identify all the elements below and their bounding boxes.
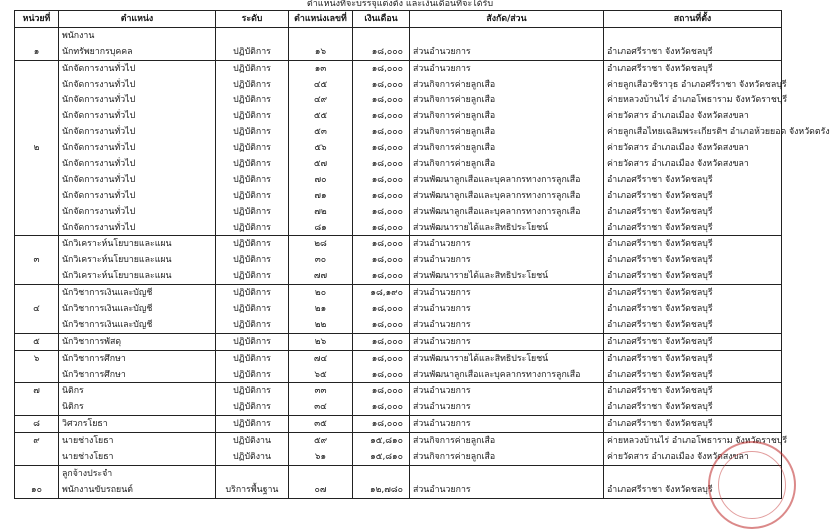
table-row [15, 285, 782, 301]
row-department: ส่วนอำนวยการ [410, 301, 604, 317]
row-unit [15, 465, 59, 481]
row-salary: ๑๘,๐๐๐ [353, 268, 410, 284]
row-position: นายช่างโยธา [59, 449, 216, 465]
table-row [15, 188, 782, 204]
row-location: อำเภอศรีราชา จังหวัดชลบุรี [604, 44, 782, 60]
row-position-no: ๒๒ [289, 317, 353, 333]
row-position-no: ๐๗ [289, 482, 353, 498]
row-unit: ๒ [15, 140, 59, 156]
positions-table [14, 10, 830, 499]
row-location: อำเภอศรีราชา จังหวัดชลบุรี [604, 350, 782, 366]
table-row [15, 465, 782, 481]
row-salary: ๑๘,๐๐๐ [353, 350, 410, 366]
row-position-no: ๓๐ [289, 252, 353, 268]
row-salary [353, 465, 410, 481]
row-location: อำเภอศรีราชา จังหวัดชลบุรี [604, 268, 782, 284]
row-level: ปฏิบัติการ [216, 285, 289, 301]
row-position: วิศวกรโยธา [59, 416, 216, 433]
row-department: ส่วนอำนวยการ [410, 44, 604, 60]
row-unit: ๑๐ [15, 482, 59, 498]
row-location: ค่ายวัดสาร อำเภอเมือง จังหวัดสงขลา [604, 108, 782, 124]
header-position: ตำแหน่ง [59, 11, 216, 28]
row-department: ส่วนอำนวยการ [410, 236, 604, 252]
row-salary: ๑๘,๐๐๐ [353, 252, 410, 268]
table-row [15, 60, 782, 76]
row-position-no: ๗๗ [289, 268, 353, 284]
row-position: นักจัดการงานทั่วไป [59, 220, 216, 236]
row-unit [15, 285, 59, 301]
official-seal [708, 441, 796, 529]
row-position-no: ๕๖ [289, 140, 353, 156]
table-row [15, 482, 782, 498]
row-position: นักวิชาการเงินและบัญชี [59, 301, 216, 317]
row-location: อำเภอศรีราชา จังหวัดชลบุรี [604, 60, 782, 76]
row-level [216, 27, 289, 43]
row-position: นายช่างโยธา [59, 433, 216, 449]
row-salary: ๑๘,๐๐๐ [353, 301, 410, 317]
row-position: นิติกร [59, 383, 216, 399]
row-department: ส่วนกิจการค่ายลูกเสือ [410, 77, 604, 93]
row-position: นักจัดการงานทั่วไป [59, 204, 216, 220]
row-location: อำเภอศรีราชา จังหวัดชลบุรี [604, 188, 782, 204]
header-level: ระดับ [216, 11, 289, 28]
row-salary: ๑๘,๐๐๐ [353, 367, 410, 383]
table-row [15, 383, 782, 399]
row-unit [15, 108, 59, 124]
row-position-no: ๘๑ [289, 220, 353, 236]
table-row [15, 449, 782, 465]
row-unit [15, 449, 59, 465]
row-salary: ๑๘,๐๐๐ [353, 188, 410, 204]
row-salary: ๑๕,๘๑๐ [353, 433, 410, 449]
row-position: นักวิชาการเงินและบัญชี [59, 285, 216, 301]
row-position-no: ๗๑ [289, 188, 353, 204]
table-row [15, 317, 782, 333]
row-department: ส่วนกิจการค่ายลูกเสือ [410, 433, 604, 449]
row-salary: ๑๘,๐๐๐ [353, 108, 410, 124]
row-unit [15, 399, 59, 415]
row-department: ส่วนอำนวยการ [410, 383, 604, 399]
row-level: ปฏิบัติการ [216, 268, 289, 284]
row-salary: ๑๘,๐๐๐ [353, 383, 410, 399]
row-department: ส่วนพัฒนาลูกเสือและบุคลากรทางการลูกเสือ [410, 367, 604, 383]
row-level: ปฏิบัติการ [216, 92, 289, 108]
row-position-no: ๒๑ [289, 301, 353, 317]
row-department: ส่วนอำนวยการ [410, 333, 604, 350]
row-location: อำเภอศรีราชา จังหวัดชลบุรี [604, 399, 782, 415]
row-unit [15, 268, 59, 284]
table-row [15, 44, 782, 60]
row-unit: ๘ [15, 416, 59, 433]
row-salary: ๑๘,๐๐๐ [353, 236, 410, 252]
row-location: อำเภอศรีราชา จังหวัดชลบุรี [604, 220, 782, 236]
row-department: ส่วนอำนวยการ [410, 317, 604, 333]
row-department: ส่วนอำนวยการ [410, 285, 604, 301]
table-row [15, 268, 782, 284]
row-department: ส่วนกิจการค่ายลูกเสือ [410, 140, 604, 156]
row-department: ส่วนอำนวยการ [410, 399, 604, 415]
row-location: ค่ายวัดสาร อำเภอเมือง จังหวัดสงขลา [604, 140, 782, 156]
row-salary: ๑๘,๑๙๐ [353, 285, 410, 301]
row-level: ปฏิบัติการ [216, 172, 289, 188]
row-position-no [289, 27, 353, 43]
row-unit: ๗ [15, 383, 59, 399]
row-unit [15, 124, 59, 140]
table-row [15, 416, 782, 433]
row-level: ปฏิบัติการ [216, 236, 289, 252]
row-level: ปฏิบัติการ [216, 60, 289, 76]
table-row [15, 220, 782, 236]
row-department: ส่วนกิจการค่ายลูกเสือ [410, 108, 604, 124]
row-position: นักจัดการงานทั่วไป [59, 188, 216, 204]
row-salary: ๑๘,๐๐๐ [353, 399, 410, 415]
row-position-no: ๔๙ [289, 92, 353, 108]
row-unit [15, 236, 59, 252]
row-position: นักจัดการงานทั่วไป [59, 156, 216, 172]
row-department: ส่วนพัฒนารายได้และสิทธิประโยชน์ [410, 350, 604, 366]
row-position: นักจัดการงานทั่วไป [59, 140, 216, 156]
row-level: ปฏิบัติการ [216, 399, 289, 415]
row-position-no: ๗๐ [289, 172, 353, 188]
header-location: สถานที่ตั้ง [604, 11, 782, 28]
row-salary: ๑๘,๐๐๐ [353, 140, 410, 156]
table-row [15, 333, 782, 350]
table-row [15, 399, 782, 415]
row-location: อำเภอศรีราชา จังหวัดชลบุรี [604, 301, 782, 317]
row-salary: ๑๘,๐๐๐ [353, 156, 410, 172]
row-location: ค่ายวัดสาร อำเภอเมือง จังหวัดสงขลา [604, 449, 782, 465]
row-location: อำเภอศรีราชา จังหวัดชลบุรี [604, 383, 782, 399]
row-unit [15, 156, 59, 172]
row-department [410, 27, 604, 43]
row-position-no: ๓๕ [289, 416, 353, 433]
row-unit [15, 317, 59, 333]
table-body [15, 27, 830, 498]
header-salary: เงินเดือน [353, 11, 410, 28]
row-unit [15, 27, 59, 43]
table-row [15, 140, 782, 156]
row-department: ส่วนอำนวยการ [410, 416, 604, 433]
row-location: ค่ายหลวงบ้านไร่ อำเภอโพธาราม จังหวัดราชบุรี [604, 92, 782, 108]
row-position: นักวิเคราะห์นโยบายและแผน [59, 236, 216, 252]
table-row [15, 433, 782, 449]
row-department: ส่วนอำนวยการ [410, 60, 604, 76]
row-location: อำเภอศรีราชา จังหวัดชลบุรี [604, 416, 782, 433]
row-position-no: ๕๕ [289, 108, 353, 124]
row-salary: ๑๘,๐๐๐ [353, 44, 410, 60]
row-department: ส่วนอำนวยการ [410, 252, 604, 268]
row-position: นักจัดการงานทั่วไป [59, 77, 216, 93]
row-unit: ๕ [15, 333, 59, 350]
row-level: ปฏิบัติการ [216, 140, 289, 156]
row-unit: ๖ [15, 350, 59, 366]
row-level: ปฏิบัติการ [216, 301, 289, 317]
row-salary: ๑๘,๐๐๐ [353, 92, 410, 108]
row-level: ปฏิบัติการ [216, 77, 289, 93]
row-unit [15, 60, 59, 76]
row-salary [353, 27, 410, 43]
table-header-row [15, 11, 782, 28]
row-position-no: ๖๕ [289, 367, 353, 383]
row-location: อำเภอศรีราชา จังหวัดชลบุรี [604, 252, 782, 268]
row-level: ปฏิบัติการ [216, 156, 289, 172]
row-department: ส่วนพัฒนาลูกเสือและบุคลากรทางการลูกเสือ [410, 172, 604, 188]
row-position-no: ๗๔ [289, 350, 353, 366]
row-department: ส่วนกิจการค่ายลูกเสือ [410, 156, 604, 172]
row-unit [15, 188, 59, 204]
row-salary: ๑๒,๗๘๐ [353, 482, 410, 498]
row-position-no: ๒๐ [289, 285, 353, 301]
row-position: นักทรัพยากรบุคคล [59, 44, 216, 60]
row-department: ส่วนพัฒนาลูกเสือและบุคลากรทางการลูกเสือ [410, 204, 604, 220]
row-location: อำเภอศรีราชา จังหวัดชลบุรี [604, 285, 782, 301]
table-row [15, 156, 782, 172]
row-level: ปฏิบัติการ [216, 108, 289, 124]
row-location [604, 27, 782, 43]
row-position: นักจัดการงานทั่วไป [59, 108, 216, 124]
row-position: นิติกร [59, 399, 216, 415]
row-salary: ๑๘,๐๐๐ [353, 124, 410, 140]
row-location: ค่ายลูกเสือไทยเฉลิมพระเกียรติฯ อำเภอห้วยยอด จังหวัดตรัง [604, 124, 782, 140]
row-unit: ๓ [15, 252, 59, 268]
row-position: นักจัดการงานทั่วไป [59, 60, 216, 76]
table-row [15, 301, 782, 317]
row-salary: ๑๘,๐๐๐ [353, 204, 410, 220]
row-salary: ๑๘,๐๐๐ [353, 77, 410, 93]
row-position-no: ๔๕ [289, 77, 353, 93]
row-position: พนักงานขับรถยนต์ [59, 482, 216, 498]
row-department: ส่วนกิจการค่ายลูกเสือ [410, 92, 604, 108]
table-row [15, 77, 782, 93]
row-location: อำเภอศรีราชา จังหวัดชลบุรี [604, 236, 782, 252]
row-position: นักวิชาการเงินและบัญชี [59, 317, 216, 333]
row-position: นักวิชาการพัสดุ [59, 333, 216, 350]
row-level: ปฏิบัติการ [216, 367, 289, 383]
row-level: ปฏิบัติการ [216, 188, 289, 204]
row-salary: ๑๘,๐๐๐ [353, 172, 410, 188]
row-position: ลูกจ้างประจำ [59, 465, 216, 481]
table-row [15, 236, 782, 252]
row-position: นักจัดการงานทั่วไป [59, 124, 216, 140]
row-unit: ๔ [15, 301, 59, 317]
row-position-no: ๓๔ [289, 399, 353, 415]
row-unit: ๙ [15, 433, 59, 449]
table-row [15, 124, 782, 140]
row-location: ค่ายวัดสาร อำเภอเมือง จังหวัดสงขลา [604, 156, 782, 172]
row-unit [15, 77, 59, 93]
row-position: นักวิชาการศึกษา [59, 367, 216, 383]
table-row [15, 204, 782, 220]
row-department: ส่วนกิจการค่ายลูกเสือ [410, 449, 604, 465]
row-level: ปฏิบัติการ [216, 220, 289, 236]
row-position: นักวิเคราะห์นโยบายและแผน [59, 252, 216, 268]
row-location: อำเภอศรีราชา จังหวัดชลบุรี [604, 367, 782, 383]
table-row [15, 108, 782, 124]
row-unit [15, 92, 59, 108]
row-department: ส่วนพัฒนารายได้และสิทธิประโยชน์ [410, 268, 604, 284]
row-location: อำเภอศรีราชา จังหวัดชลบุรี [604, 204, 782, 220]
row-level: บริการพื้นฐาน [216, 482, 289, 498]
row-position: นักจัดการงานทั่วไป [59, 172, 216, 188]
row-level: ปฏิบัติการ [216, 44, 289, 60]
row-position-no: ๒๖ [289, 333, 353, 350]
row-level [216, 465, 289, 481]
header-department: สังกัด/ส่วน [410, 11, 604, 28]
row-unit [15, 204, 59, 220]
table-row [15, 27, 782, 43]
row-position-no: ๕๗ [289, 156, 353, 172]
table-row [15, 252, 782, 268]
row-unit [15, 172, 59, 188]
row-level: ปฏิบัติการ [216, 124, 289, 140]
row-position-no: ๓๓ [289, 383, 353, 399]
row-location: อำเภอศรีราชา จังหวัดชลบุรี [604, 317, 782, 333]
row-level: ปฏิบัติการ [216, 383, 289, 399]
row-position-no [289, 465, 353, 481]
row-position: นักจัดการงานทั่วไป [59, 92, 216, 108]
page-title: ตำแหน่งที่จะบรรจุแต่งตั้ง และเงินเดือนที่จะได้รับ [306, 0, 494, 9]
row-department: ส่วนพัฒนารายได้และสิทธิประโยชน์ [410, 220, 604, 236]
row-position: พนักงาน [59, 27, 216, 43]
row-position-no: ๗๒ [289, 204, 353, 220]
row-position: นักวิชาการศึกษา [59, 350, 216, 366]
row-salary: ๑๘,๐๐๐ [353, 317, 410, 333]
row-unit [15, 367, 59, 383]
row-level: ปฏิบัติการ [216, 252, 289, 268]
table-row [15, 350, 782, 366]
row-position-no: ๕๓ [289, 124, 353, 140]
table-row [15, 92, 782, 108]
header-position-no: ตำแหน่งเลขที่ [289, 11, 353, 28]
row-salary: ๑๕,๘๑๐ [353, 449, 410, 465]
row-salary: ๑๘,๐๐๐ [353, 220, 410, 236]
row-position-no: ๑๓ [289, 60, 353, 76]
row-position-no: ๑๖ [289, 44, 353, 60]
row-location: อำเภอศรีราชา จังหวัดชลบุรี [604, 482, 782, 498]
row-unit [15, 220, 59, 236]
row-salary: ๑๘,๐๐๐ [353, 416, 410, 433]
header-unit: หน่วยที่ [15, 11, 59, 28]
row-department: ส่วนอำนวยการ [410, 482, 604, 498]
row-level: ปฏิบัติการ [216, 333, 289, 350]
row-level: ปฏิบัติการ [216, 416, 289, 433]
row-position-no: ๕๙ [289, 433, 353, 449]
row-position-no: ๖๑ [289, 449, 353, 465]
row-position: นักวิเคราะห์นโยบายและแผน [59, 268, 216, 284]
row-salary: ๑๘,๐๐๐ [353, 333, 410, 350]
row-salary: ๑๘,๐๐๐ [353, 60, 410, 76]
row-department: ส่วนพัฒนาลูกเสือและบุคลากรทางการลูกเสือ [410, 188, 604, 204]
row-unit: ๑ [15, 44, 59, 60]
row-level: ปฏิบัติการ [216, 350, 289, 366]
row-location: ค่ายหลวงบ้านไร่ อำเภอโพธาราม จังหวัดราชบุรี [604, 433, 782, 449]
row-position-no: ๒๘ [289, 236, 353, 252]
table-row [15, 367, 782, 383]
row-department: ส่วนกิจการค่ายลูกเสือ [410, 124, 604, 140]
row-department [410, 465, 604, 481]
row-level: ปฏิบัติการ [216, 317, 289, 333]
table-row [15, 172, 782, 188]
row-location: ค่ายลูกเสือวชิราวุธ อำเภอศรีราชา จังหวัดชลบุรี [604, 77, 782, 93]
row-level: ปฏิบัติการ [216, 204, 289, 220]
row-location: อำเภอศรีราชา จังหวัดชลบุรี [604, 333, 782, 350]
row-level: ปฏิบัติงาน [216, 449, 289, 465]
row-location: อำเภอศรีราชา จังหวัดชลบุรี [604, 172, 782, 188]
row-level: ปฏิบัติงาน [216, 433, 289, 449]
